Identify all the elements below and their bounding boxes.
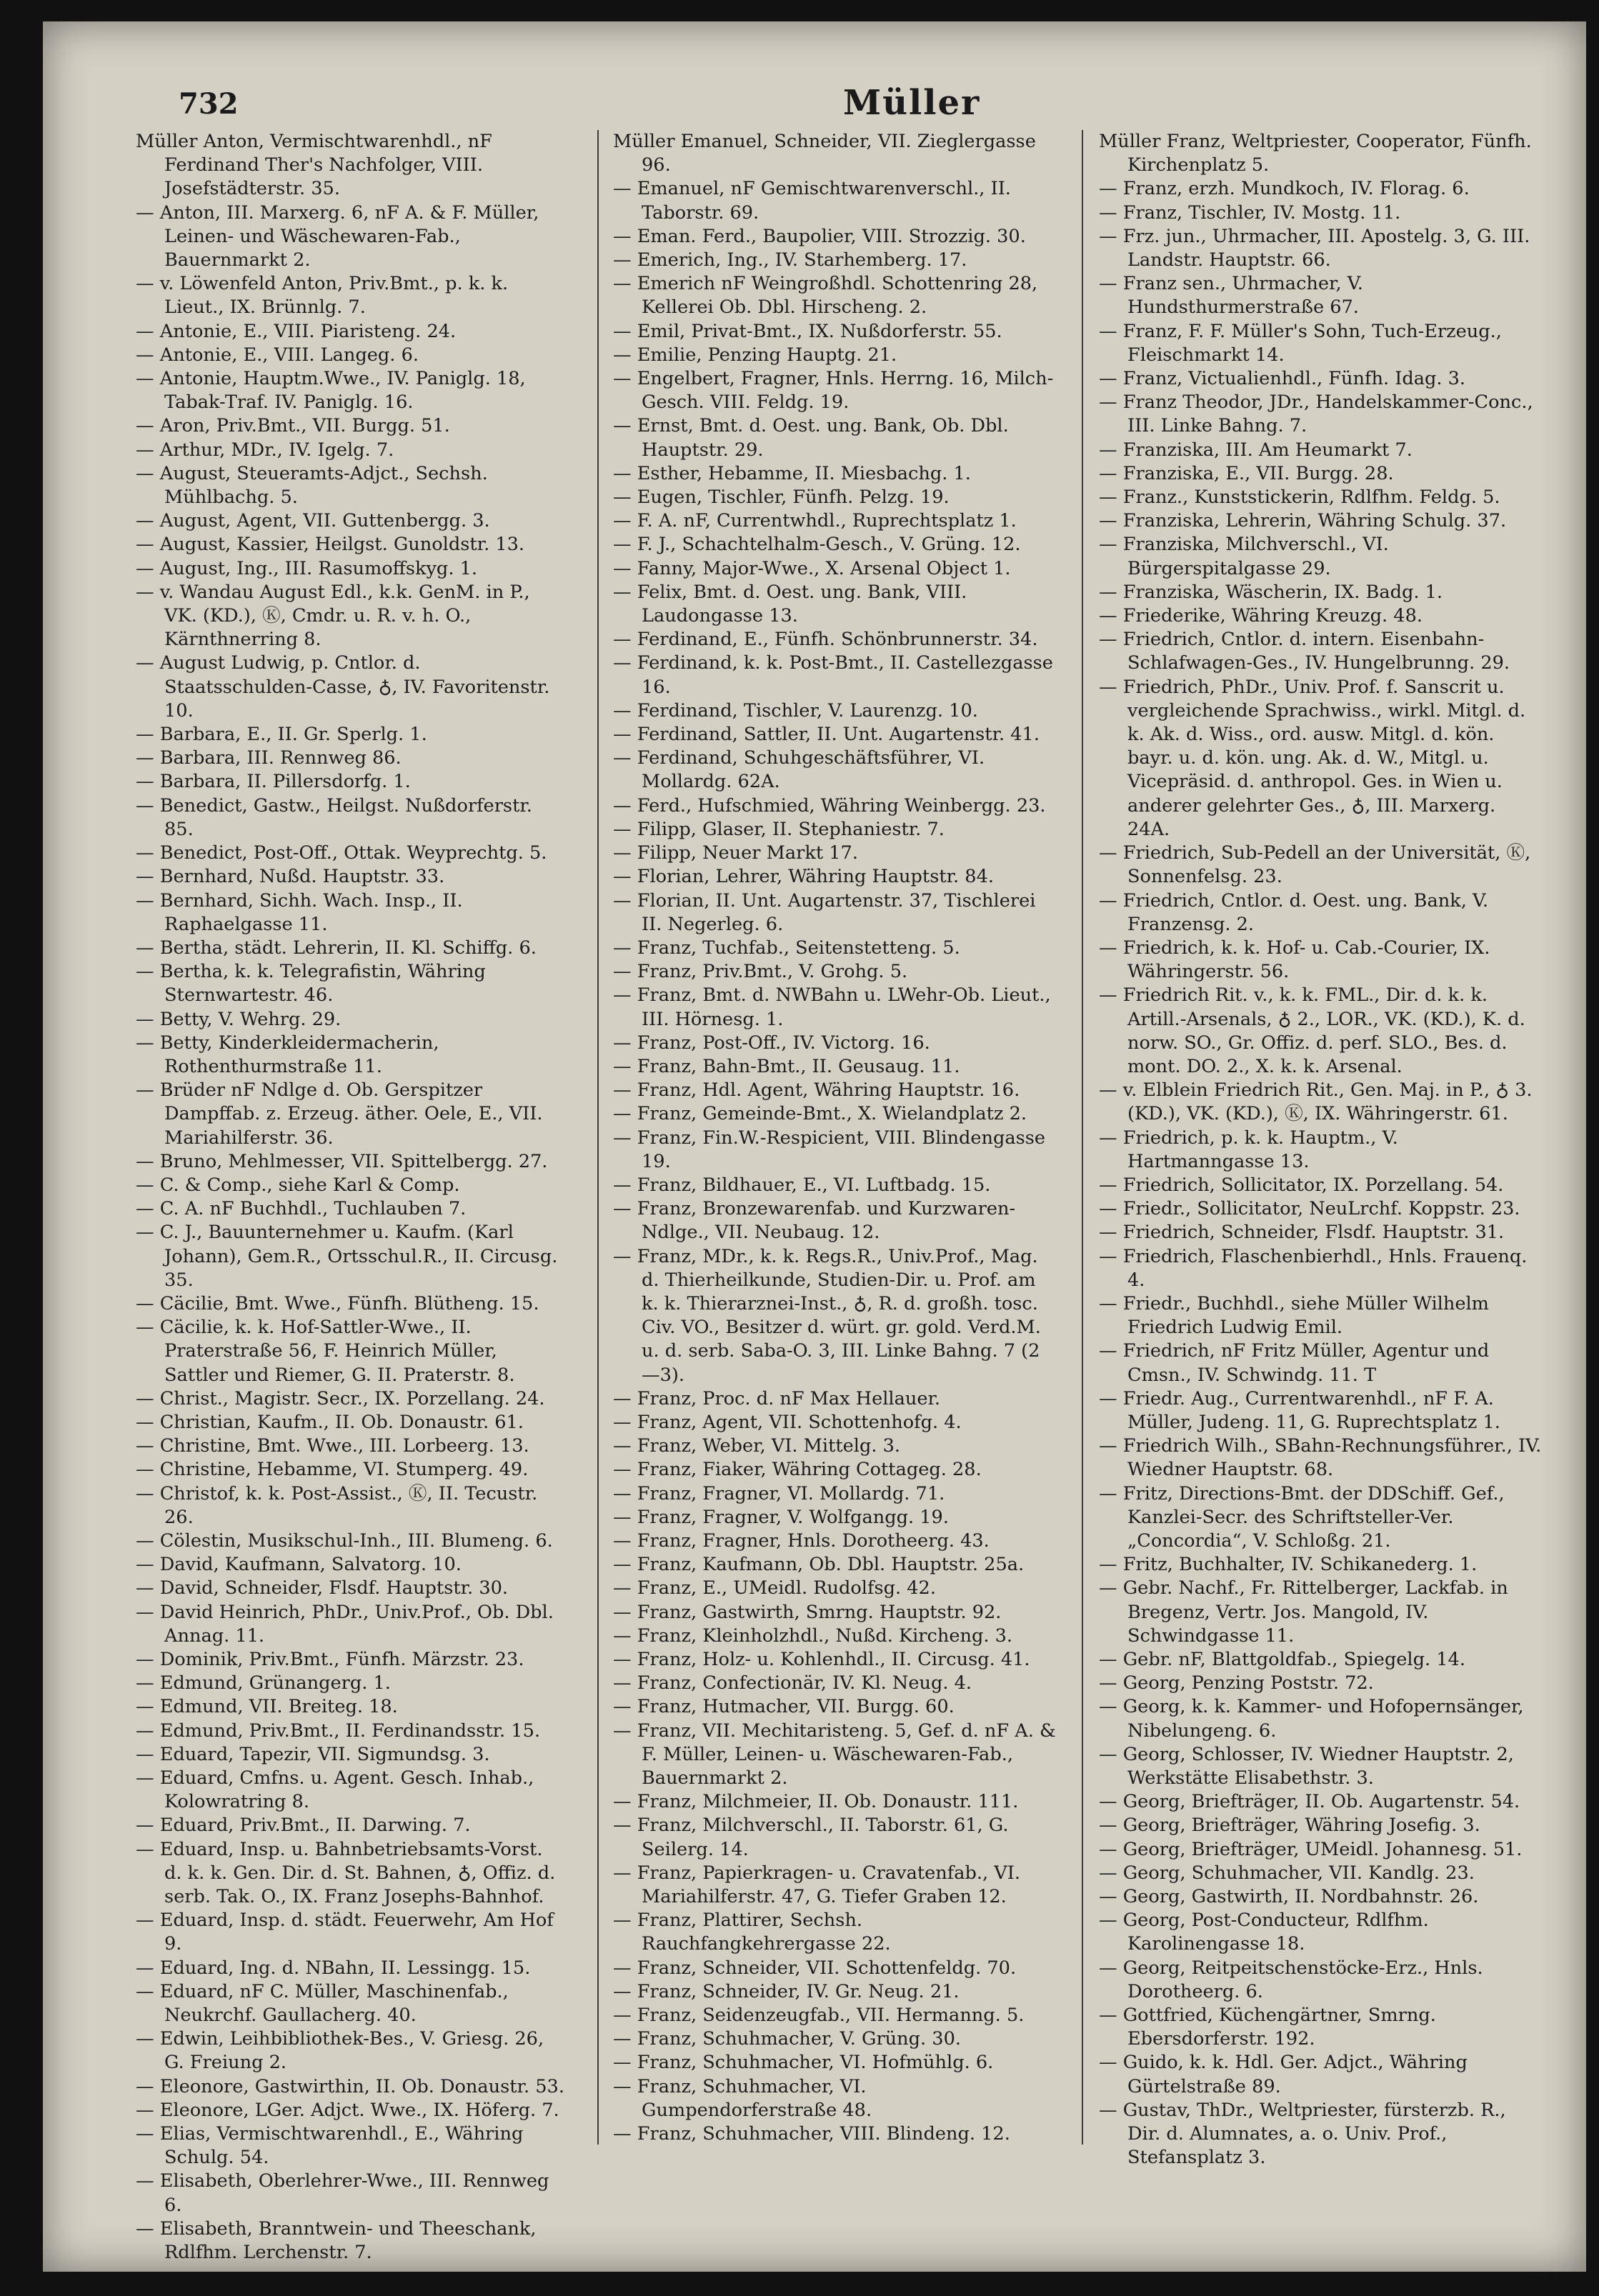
column-divider-1 <box>597 130 599 2145</box>
directory-entry: — Ferdinand, Tischler, V. Laurenzg. 10. <box>613 699 978 722</box>
directory-entry: — Georg, Briefträger, Währing Josefig. 3. <box>1099 1815 1480 1837</box>
directory-entry: — Franz, Hutmacher, VII. Burgg. 60. <box>613 1696 955 1718</box>
directory-entry: — Antonie, E., VIII. Piaristeng. 24. <box>136 320 457 342</box>
directory-entry: — Franz, Fragner, VI. Mollardg. 71. <box>613 1482 945 1504</box>
directory-entry: — Franz, Confectionär, IV. Kl. Neug. 4. <box>613 1672 972 1694</box>
directory-entry: — Arthur, MDr., IV. Igelg. 7. <box>136 439 394 461</box>
directory-entry: — Esther, Hebamme, II. Miesbachg. 1. <box>613 462 971 484</box>
directory-entry: — Christine, Bmt. Wwe., III. Lorbeerg. 13. <box>136 1435 529 1457</box>
directory-entry: Müller Anton, Vermischtwarenhdl., nF Ferdinand Ther's Nachfolger, VIII. Josefstädterstr. 35. <box>136 131 492 200</box>
directory-entry: — Emil, Privat-Bmt., IX. Nußdorferstr. 55. <box>613 320 1002 342</box>
directory-entry: — Ferdinand, Sattler, II. Unt. Augartenstr. 41. <box>613 724 1040 746</box>
directory-entry: — Ernst, Bmt. d. Oest. ung. Bank, Ob. Dbl. Hauptstr. 29. <box>613 415 1009 461</box>
directory-entry: — Bertha, städt. Lehrerin, II. Kl. Schiffg. 6. <box>136 937 537 959</box>
directory-entry: — Bernhard, Nußd. Hauptstr. 33. <box>136 866 445 888</box>
directory-entry: — Franziska, E., VII. Burgg. 28. <box>1099 462 1394 484</box>
directory-entry: — Friedrich, p. k. k. Hauptm., V. Hartmanngasse 13. <box>1099 1127 1398 1172</box>
directory-entry: — Edmund, Priv.Bmt., II. Ferdinandsstr. 15. <box>136 1719 541 1742</box>
directory-entry: — Friedrich, Cntlor. d. intern. Eisenbahn-Schlafwagen-Ges., IV. Hungelbrunng. 29. <box>1099 629 1510 674</box>
directory-entry: — Ferdinand, Schuhgeschäftsführer, VI. Mollardg. 62A. <box>613 747 985 793</box>
directory-entry: — Eduard, Insp. u. Bahnbetriebsamts-Vorst. d. k. k. Gen. Dir. d. St. Bahnen, ♁, Offiz. d. serb. Tak. O., IX. Franz Josephs-Bahnhof. <box>136 1838 556 1908</box>
directory-entry: — Franz, Fiaker, Währing Cottageg. 28. <box>613 1459 982 1481</box>
directory-entry: — Felix, Bmt. d. Oest. ung. Bank, VIII. Laudongasse 13. <box>613 581 967 627</box>
directory-entry: — Friedrich, Schneider, Flsdf. Hauptstr. 31. <box>1099 1222 1505 1244</box>
directory-entry: — Betty, Kinderkleidermacherin, Rothenthurmstraße 11. <box>136 1032 439 1077</box>
directory-entry: — Franz, E., UMeidl. Rudolfsg. 42. <box>613 1577 936 1599</box>
directory-entry: — David Heinrich, PhDr., Univ.Prof., Ob. Dbl. Annag. 11. <box>136 1601 554 1647</box>
directory-entry: — Franz sen., Uhrmacher, V. Hundsthurmerstraße 67. <box>1099 273 1363 319</box>
directory-entry: — Christian, Kaufm., II. Ob. Donaustr. 61. <box>136 1411 524 1433</box>
directory-entry: — Franz, Agent, VII. Schottenhofg. 4. <box>613 1411 962 1433</box>
directory-entry: — Ferd., Hufschmied, Währing Weinbergg. 23. <box>613 794 1046 817</box>
directory-entry: — Cäcilie, k. k. Hof-Sattler-Wwe., II. Praterstraße 56, F. Heinrich Müller, Sattler und Riemer, G. II. Praterstr. 8. <box>136 1317 515 1386</box>
directory-entry: — Eduard, Priv.Bmt., II. Darwing. 7. <box>136 1815 471 1837</box>
directory-entry: — Franz, Seidenzeugfab., VII. Hermanng. 5. <box>613 2005 1025 2027</box>
directory-entry: — Eduard, Cmfns. u. Agent. Gesch. Inhab., Kolowratring 8. <box>136 1767 534 1813</box>
directory-entry: — Franz, Bmt. d. NWBahn u. LWehr-Ob. Lieut., III. Hörnesg. 1. <box>613 984 1051 1030</box>
directory-entry: — Friedrich, k. k. Hof- u. Cab.-Courier, IX. Währingerstr. 56. <box>1099 937 1490 983</box>
directory-entry: — Eleonore, Gastwirthin, II. Ob. Donaustr. 53. <box>136 2075 564 2097</box>
directory-entry: — Bertha, k. k. Telegrafistin, Währing Sternwartestr. 46. <box>136 961 486 1007</box>
directory-entry: — Eugen, Tischler, Fünfh. Pelzg. 19. <box>613 486 950 509</box>
directory-entry: Müller Franz, Weltpriester, Cooperator, Fünfh. Kirchenplatz 5. <box>1099 131 1532 176</box>
directory-entry: — Franz, Tischler, IV. Mostg. 11. <box>1099 201 1401 224</box>
directory-entry: — Georg, Reitpeitschenstöcke-Erz., Hnls. Dorotheerg. 6. <box>1099 1957 1483 2002</box>
directory-entry: — August Ludwig, p. Cntlor. d. Staatsschulden-Casse, ♁, IV. Favoritenstr. 10. <box>136 652 550 722</box>
directory-entry: — Edmund, VII. Breiteg. 18. <box>136 1696 398 1718</box>
directory-entry: — Eduard, Insp. d. städt. Feuerwehr, Am Hof 9. <box>136 1910 554 1955</box>
directory-entry: — August, Steueramts-Adjct., Sechsh. Mühlbachg. 5. <box>136 462 488 509</box>
directory-entry: — C. J., Bauunternehmer u. Kaufm. (Karl Johann), Gem.R., Ortsschul.R., II. Circusg. 35. <box>136 1222 558 1291</box>
directory-entry: — Franziska, Milchverschl., VI. Bürgerspitalgasse 29. <box>1099 534 1389 579</box>
directory-entry: — Barbara, E., II. Gr. Sperlg. 1. <box>136 724 427 746</box>
directory-entry: — Edwin, Leihbibliothek-Bes., V. Griesg. 26, G. Freiung 2. <box>136 2028 544 2074</box>
directory-entry: — Barbara, II. Pillersdorfg. 1. <box>136 771 411 793</box>
directory-entry: — v. Elblein Friedrich Rit., Gen. Maj. in P., ♁ 3. (KD.), VK. (KD.), Ⓚ, IX. Währingerstr. 61. <box>1099 1079 1533 1125</box>
directory-entry: — Georg, Schuhmacher, VII. Kandlg. 23. <box>1099 1862 1475 1884</box>
directory-entry: — Georg, Post-Conducteur, Rdlfhm. Karolinengasse 18. <box>1099 1910 1429 1955</box>
directory-entry: — Franz, Tuchfab., Seitenstetteng. 5. <box>613 937 960 959</box>
directory-entry: — David, Kaufmann, Salvatorg. 10. <box>136 1554 462 1576</box>
directory-entry: — Franz, Priv.Bmt., V. Grohg. 5. <box>613 961 908 983</box>
directory-entry: — Franz, Fragner, Hnls. Dorotheerg. 43. <box>613 1529 990 1552</box>
directory-entry: — Antonie, Hauptm.Wwe., IV. Paniglg. 18, Tabak-Traf. IV. Paniglg. 16. <box>136 368 526 414</box>
directory-entry: — Edmund, Grünangerg. 1. <box>136 1672 391 1694</box>
directory-entry: — Franz, Fragner, V. Wolfgangg. 19. <box>613 1506 949 1528</box>
directory-entry: — David, Schneider, Flsdf. Hauptstr. 30. <box>136 1577 509 1599</box>
directory-entry: — Florian, Lehrer, Währing Hauptstr. 84. <box>613 866 995 888</box>
directory-entry: — Franz, VII. Mechitaristeng. 5, Gef. d. nF A. & F. Müller, Leinen- u. Wäschewaren-Fab., Bauernmarkt 2. <box>613 1719 1056 1790</box>
directory-entry: — Franz Theodor, JDr., Handelskammer-Conc., III. Linke Bahng. 7. <box>1099 391 1533 437</box>
directory-entry: — v. Wandau August Edl., k.k. GenM. in P., VK. (KD.), Ⓚ, Cmdr. u. R. v. h. O., Kärnthnerring 8. <box>136 581 530 651</box>
directory-entry: — Georg, Briefträger, II. Ob. Augartenstr. 54. <box>1099 1791 1520 1813</box>
directory-entry: — Franz, F. F. Müller's Sohn, Tuch-Erzeug., Fleischmarkt 14. <box>1099 320 1502 366</box>
directory-entry: — Franz, Schuhmacher, VI. Hofmühlg. 6. <box>613 2052 994 2074</box>
directory-entry: — Friedrich, Cntlor. d. Oest. ung. Bank, V. Franzensg. 2. <box>1099 889 1489 935</box>
directory-entry: — Franziska, Lehrerin, Währing Schulg. 37. <box>1099 510 1507 532</box>
directory-entry: — C. A. nF Buchhdl., Tuchlauben 7. <box>136 1198 467 1220</box>
directory-entry: — Friedrich, nF Fritz Müller, Agentur und Cmsn., IV. Schwindg. 11. T <box>1099 1340 1490 1386</box>
directory-entry: — Fritz, Directions-Bmt. der DDSchiff. Gef., Kanzlei-Secr. des Schriftsteller-Ver. „Concordia“, V. Schloßg. 21. <box>1099 1482 1505 1552</box>
directory-entry: — Franz, Plattirer, Sechsh. Rauchfangkehrergasse 22. <box>613 1910 891 1955</box>
directory-entry: — Franz, Schneider, VII. Schottenfeldg. 70. <box>613 1957 1017 1979</box>
directory-entry: — Friedrich, Flaschenbierhdl., Hnls. Frauenq. 4. <box>1099 1245 1528 1291</box>
column-divider-2 <box>1082 130 1083 2145</box>
directory-entry: — Eduard, Ing. d. NBahn, II. Lessingg. 15. <box>136 1957 531 1979</box>
column-2 <box>613 130 1056 2159</box>
directory-entry: — Franziska, III. Am Heumarkt 7. <box>1099 439 1413 461</box>
directory-entry: — Gottfried, Küchengärtner, Smrng. Ebersdorferstr. 192. <box>1099 2005 1436 2050</box>
directory-entry: — Bruno, Mehlmesser, VII. Spittelbergg. 27. <box>136 1150 548 1172</box>
directory-entry: — Franz., Kunststickerin, Rdlfhm. Feldg. 5. <box>1099 486 1500 509</box>
directory-entry: — Frz. jun., Uhrmacher, III. Apostelg. 3, G. III. Landstr. Hauptstr. 66. <box>1099 225 1530 271</box>
directory-entry: — Franz, Bahn-Bmt., II. Geusaug. 11. <box>613 1055 960 1077</box>
directory-entry: — Engelbert, Fragner, Hnls. Herrng. 16, Milch-Gesch. VIII. Feldg. 19. <box>613 368 1054 414</box>
directory-entry: — Gebr. Nachf., Fr. Rittelberger, Lackfab. in Bregenz, Vertr. Jos. Mangold, IV. Schwindgasse 11. <box>1099 1577 1508 1647</box>
directory-entry: — Ferdinand, E., Fünfh. Schönbrunnerstr. 34. <box>613 629 1038 651</box>
directory-entry: — Franz, Schuhmacher, VI. Gumpendorferstraße 48. <box>613 2075 872 2121</box>
directory-entry: — Christof, k. k. Post-Assist., Ⓚ, II. Tecustr. 26. <box>136 1482 538 1528</box>
directory-entry: — August, Ing., III. Rasumoffskyg. 1. <box>136 557 478 579</box>
directory-entry: — Aron, Priv.Bmt., VII. Burgg. 51. <box>136 415 450 437</box>
directory-entry: — Franz, Bronzewarenfab. und Kurzwaren-Ndlge., VII. Neubaug. 12. <box>613 1198 1016 1244</box>
directory-entry: — Franz, Weber, VI. Mittelg. 3. <box>613 1435 901 1457</box>
directory-entry: — Franz, Papierkragen- u. Cravatenfab., VI. Mariahilferstr. 47, G. Tiefer Graben 12. <box>613 1862 1021 1908</box>
directory-entry: — Christine, Hebamme, VI. Stumperg. 49. <box>136 1459 529 1481</box>
directory-entry: — Guido, k. k. Hdl. Ger. Adjct., Währing Gürtelstraße 89. <box>1099 2052 1468 2097</box>
directory-entry: — August, Agent, VII. Guttenbergg. 3. <box>136 510 490 532</box>
page-number: 732 <box>179 87 239 121</box>
directory-entry: — Franz, Bildhauer, E., VI. Luftbadg. 15. <box>613 1174 991 1196</box>
directory-entry: — Friedrich, PhDr., Univ. Prof. f. Sanscrit u. vergleichende Sprachwiss., wirkl. Mitgl. d. k. Ak. d. Wiss., ord. ausw. Mitgl. d. kön. bayr. u. d. kön. ung. Ak. d. W., Mitgl. u. Vicepräsid. d. anthropol. Ges. in Wien u. anderer gelehrter Ges., ♁, III. Marxerg. 24A. <box>1099 676 1526 840</box>
directory-entry: — Friedr. Aug., Currentwarenhdl., nF F. A. Müller, Judeng. 11, G. Ruprechtsplatz 1. <box>1099 1387 1500 1433</box>
directory-entry: — Anton, III. Marxerg. 6, nF A. & F. Müller, Leinen- und Wäschewaren-Fab., Bauernmarkt 2. <box>136 201 539 271</box>
directory-entry: — Emerich nF Weingroßhdl. Schottenring 28, Kellerei Ob. Dbl. Hirscheng. 2. <box>613 273 1038 319</box>
directory-entry: — Georg, k. k. Kammer- und Hofopernsänger, Nibelungeng. 6. <box>1099 1696 1524 1742</box>
directory-entry: — Georg, Briefträger, UMeidl. Johannesg. 51. <box>1099 1838 1523 1860</box>
directory-entry: — Franz, Kaufmann, Ob. Dbl. Hauptstr. 25a. <box>613 1554 1025 1576</box>
directory-entry: — Cäcilie, Bmt. Wwe., Fünfh. Blütheng. 15. <box>136 1292 539 1314</box>
directory-entry: — Franz, Fin.W.-Respicient, VIII. Blindengasse 19. <box>613 1127 1046 1172</box>
directory-entry: — Gebr. nF, Blattgoldfab., Spiegelg. 14. <box>1099 1649 1465 1670</box>
directory-entry: — Eleonore, LGer. Adjct. Wwe., IX. Höferg. 7. <box>136 2099 559 2121</box>
directory-entry: — Eman. Ferd., Baupolier, VIII. Strozzig. 30. <box>613 225 1026 247</box>
directory-entry: — Benedict, Post-Off., Ottak. Weyprechtg. 5. <box>136 842 547 864</box>
directory-entry: — Emerich, Ing., IV. Starhemberg. 17. <box>613 249 967 271</box>
directory-entry: — Dominik, Priv.Bmt., Fünfh. Märzstr. 23. <box>136 1649 524 1670</box>
directory-entry: — Franz, Victualienhdl., Fünfh. Idag. 3. <box>1099 368 1466 390</box>
directory-entry: — Franz, Gemeinde-Bmt., X. Wielandplatz 2. <box>613 1103 1027 1125</box>
directory-entry: — Florian, II. Unt. Augartenstr. 37, Tischlerei II. Negerleg. 6. <box>613 889 1036 935</box>
directory-entry: — Cölestin, Musikschul-Inh., III. Blumeng. 6. <box>136 1529 553 1552</box>
directory-entry: — Betty, V. Wehrg. 29. <box>136 1008 342 1030</box>
directory-entry: — Georg, Gastwirth, II. Nordbahnstr. 26. <box>1099 1886 1479 1908</box>
directory-entry: — Friederike, Währing Kreuzg. 48. <box>1099 605 1423 627</box>
directory-entry: — Friedr., Buchhdl., siehe Müller Wilhelm Friedrich Ludwig Emil. <box>1099 1292 1489 1339</box>
directory-entry: — August, Kassier, Heilgst. Gunoldstr. 13. <box>136 534 525 556</box>
directory-entry: — C. & Comp., siehe Karl & Comp. <box>136 1174 460 1196</box>
directory-entry: — Gustav, ThDr., Weltpriester, fürsterzb. R., Dir. d. Alumnates, a. o. Univ. Prof., Stefansplatz 3. <box>1099 2099 1506 2169</box>
directory-entry: — F. J., Schachtelhalm-Gesch., V. Grüng. 12. <box>613 534 1021 556</box>
directory-entry: — Franziska, Wäscherin, IX. Badg. 1. <box>1099 581 1443 603</box>
directory-entry: — Franz, Schuhmacher, VIII. Blindeng. 12. <box>613 2123 1010 2145</box>
directory-entry: — Franz, Post-Off., IV. Victorg. 16. <box>613 1032 930 1054</box>
directory-entry: — v. Löwenfeld Anton, Priv.Bmt., p. k. k. Lieut., IX. Brünnlg. 7. <box>136 273 509 319</box>
directory-entry: — Fritz, Buchhalter, IV. Schikanederg. 1. <box>1099 1554 1478 1576</box>
directory-entry: — Emilie, Penzing Hauptg. 21. <box>613 344 897 366</box>
directory-entry: — Elisabeth, Branntwein- und Theeschank, Rdlfhm. Lerchenstr. 7. <box>136 2217 537 2264</box>
directory-entry: — Christ., Magistr. Secr., IX. Porzellang. 24. <box>136 1387 545 1409</box>
directory-entry: — Barbara, III. Rennweg 86. <box>136 747 402 769</box>
directory-entry: — Friedrich, Sollicitator, IX. Porzellang. 54. <box>1099 1174 1504 1196</box>
directory-entry: — Filipp, Glaser, II. Stephaniestr. 7. <box>613 818 945 840</box>
directory-entry: — Friedrich Wilh., SBahn-Rechnungsführer., IV. Wiedner Hauptstr. 68. <box>1099 1435 1542 1481</box>
directory-entry: — Eduard, nF C. Müller, Maschinenfab., Neukrchf. Gaullacherg. 40. <box>136 1980 509 2027</box>
directory-entry: — Bernhard, Sichh. Wach. Insp., II. Raphaelgasse 11. <box>136 889 463 935</box>
running-head: Müller <box>843 83 981 123</box>
directory-entry: — Franz, Schneider, IV. Gr. Neug. 21. <box>613 1980 960 2002</box>
directory-entry: — Filipp, Neuer Markt 17. <box>613 842 858 864</box>
directory-entry: — Fanny, Major-Wwe., X. Arsenal Object 1. <box>613 557 1011 579</box>
directory-entry: — Franz, Milchverschl., II. Taborstr. 61, G. Seilerg. 14. <box>613 1815 1009 1860</box>
directory-entry: — F. A. nF, Currentwhdl., Ruprechtsplatz 1. <box>613 510 1017 532</box>
directory-entry: — Emanuel, nF Gemischtwarenverschl., II. Taborstr. 69. <box>613 178 1011 224</box>
directory-entry: — Elias, Vermischtwarenhdl., E., Währing Schulg. 54. <box>136 2123 524 2169</box>
directory-entry: — Franz, MDr., k. k. Regs.R., Univ.Prof., Mag. d. Thierheilkunde, Studien-Dir. u. Prof. am k. k. Thierarznei-Inst., ♁, R. d. großh. tosc. Civ. VO., Besitzer d. würt. gr. gold. Verd.M. u. d. serb. Saba-O. 3, III. Linke Bahng. 7 (2—3). <box>613 1245 1041 1386</box>
directory-entry: — Elisabeth, Oberlehrer-Wwe., III. Rennweg 6. <box>136 2170 549 2216</box>
directory-entry: — Franz, Schuhmacher, V. Grüng. 30. <box>613 2028 962 2050</box>
directory-entry: — Eduard, Tapezir, VII. Sigmundsg. 3. <box>136 1743 490 1765</box>
directory-entry: — Friedrich Rit. v., k. k. FML., Dir. d. k. k. Artill.-Arsenals, ♁ 2., LOR., VK. (KD.), K. d. norw. SO., Gr. Offiz. d. perf. SLO., Bes. d. mont. DO. 2., X. k. k. Arsenal. <box>1099 984 1525 1077</box>
directory-entry: — Benedict, Gastw., Heilgst. Nußdorferstr. 85. <box>136 794 532 840</box>
column-1 <box>136 130 564 2264</box>
directory-entry: — Brüder nF Ndlge d. Ob. Gerspitzer Dampffab. z. Erzeug. äther. Oele, E., VII. Mariahilferstr. 36. <box>136 1079 543 1149</box>
directory-entry: — Franz, Kleinholzhdl., Nußd. Kircheng. 3. <box>613 1624 1013 1647</box>
directory-entry: — Georg, Schlosser, IV. Wiedner Hauptstr. 2, Werkstätte Elisabethstr. 3. <box>1099 1743 1514 1790</box>
directory-entry: — Friedr., Sollicitator, NeuLrchf. Koppstr. 23. <box>1099 1198 1520 1220</box>
directory-entry: — Friedrich, Sub-Pedell an der Universität, Ⓚ, Sonnenfelsg. 23. <box>1099 842 1531 888</box>
directory-entry: — Franz, Proc. d. nF Max Hellauer. <box>613 1387 941 1409</box>
directory-entry: — Ferdinand, k. k. Post-Bmt., II. Castellezgasse 16. <box>613 652 1053 698</box>
directory-entry: — Franz, erzh. Mundkoch, IV. Florag. 6. <box>1099 178 1470 200</box>
directory-entry: Müller Emanuel, Schneider, VII. Zieglergasse 96. <box>613 131 1036 176</box>
directory-entry: — Franz, Hdl. Agent, Währing Hauptstr. 16. <box>613 1079 1020 1102</box>
directory-entry: — Franz, Gastwirth, Smrng. Hauptstr. 92. <box>613 1601 1002 1623</box>
directory-entry: — Antonie, E., VIII. Langeg. 6. <box>136 344 419 366</box>
column-3 <box>1099 130 1542 2169</box>
directory-entry: — Georg, Penzing Poststr. 72. <box>1099 1672 1374 1694</box>
directory-entry: — Franz, Milchmeier, II. Ob. Donaustr. 111. <box>613 1791 1019 1813</box>
directory-entry: — Franz, Holz- u. Kohlenhdl., II. Circusg. 41. <box>613 1649 1030 1670</box>
